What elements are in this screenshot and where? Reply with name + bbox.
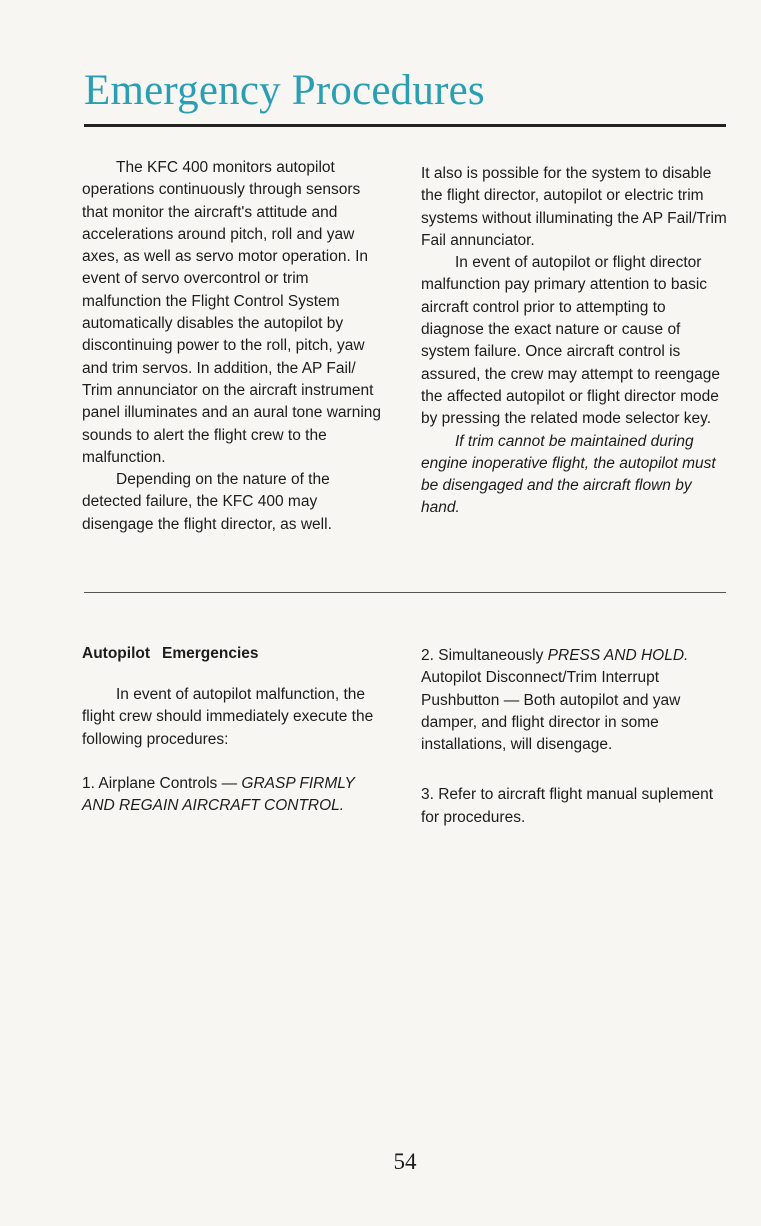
intro-paragraph-3: It also is possible for the system to disable the flight director, autopilot or electric trim systems without illuminating the AP Fail/Trim Fail annunciator. (421, 165, 727, 249)
step-2-action: PRESS AND HOLD. (547, 647, 689, 664)
page-title: Emergency Procedures (84, 67, 485, 114)
caution-text: If trim cannot be maintained during engine inoperative flight, the autopilot must be disengaged and the aircraft flown by hand. (421, 432, 716, 517)
procedure-intro: In event of autopilot malfunction, the flight crew should immediately execute the following procedures: (82, 686, 374, 748)
page-number: 54 (393, 1149, 417, 1174)
step-1-label: 1. Airplane Controls — (82, 774, 242, 792)
procedure-step-3: 3. Refer to aircraft flight manual suplement for procedures. (421, 786, 714, 826)
title-rule (84, 124, 726, 127)
procedure-step-2 (421, 645, 721, 756)
intro-paragraph-1: The KFC 400 monitors autopilot operations continuously through sensors that monitor the aircraft's attitude and accelerations around pitch, roll and yaw axes, as well as servo motor operation. In event of servo overcontrol or trim malfunction the Flight Control System automatically disables the autopilot by discontinuing power to the roll, pitch, yaw and trim servos. In addition, the AP Fail/ Trim annunciator on the aircraft instrument panel illuminates and an aural tone warning sounds to alert the flight crew to the malfunction. (82, 159, 382, 466)
step-1-action: GRASP FIRMLY AND REGAIN AIRCRAFT CONTROL. (82, 774, 355, 815)
procedure-step-1 (82, 773, 382, 818)
section-heading-word-1: Autopilot (82, 645, 151, 662)
section-divider (84, 592, 726, 593)
step-2-label: 2. Simultaneously (421, 647, 548, 664)
intro-right-column (421, 163, 731, 520)
section-heading-word-2: Emergencies (162, 645, 259, 662)
intro-left-column (82, 157, 382, 536)
section-heading (82, 645, 259, 663)
intro-paragraph-2: Depending on the nature of the detected failure, the KFC 400 may disengage the flight director, as well. (82, 471, 332, 533)
intro-paragraph-4: In event of autopilot or flight director malfunction pay primary attention to basic aircraft control prior to attempting to diagnose the exact nature or cause of system failure. Once aircraft control is assured, the crew may attempt to reengage the affected autopilot or flight director mode by pressing the related mode selector key. (421, 254, 720, 428)
procedure-right-column (421, 645, 721, 829)
procedure-left-column (82, 684, 382, 817)
intro-caution-note (421, 431, 731, 520)
step-2-detail: Autopilot Disconnect/Trim Interrupt Pushbutton — Both autopilot and yaw damper, and flight director in some installations, will disengage. (421, 669, 681, 754)
